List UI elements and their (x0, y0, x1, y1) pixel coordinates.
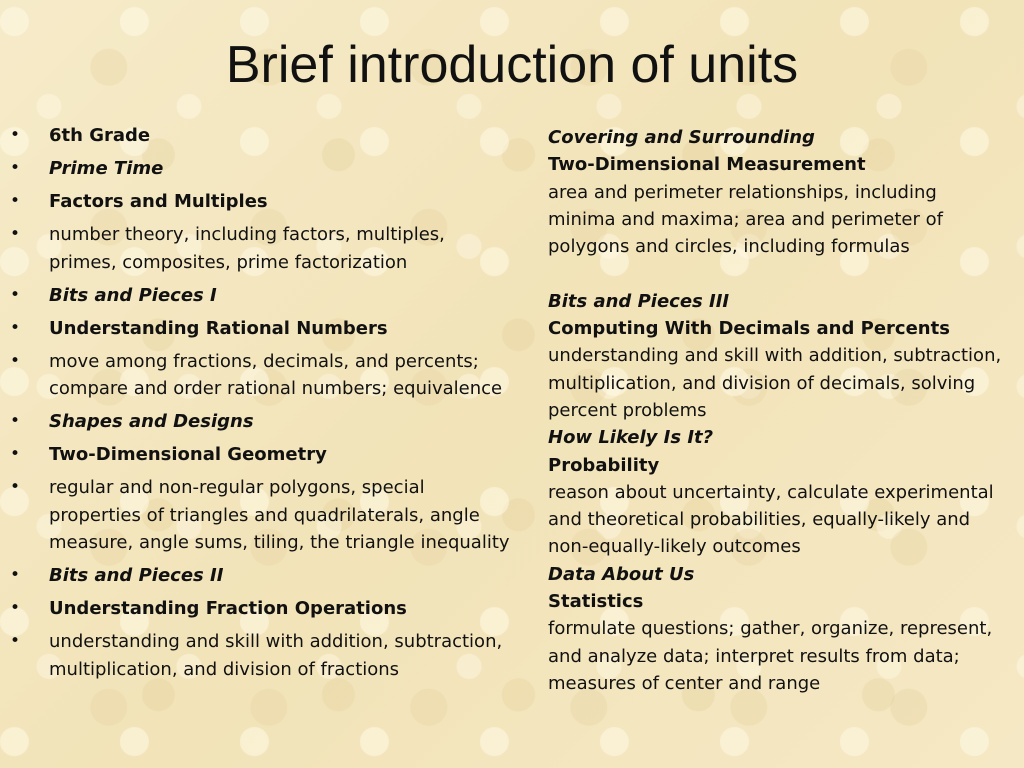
unit-title: Bits and Pieces I (49, 284, 217, 306)
unit-description: understanding and skill with addition, subtraction, multiplication, and division of fractions (49, 631, 503, 680)
list-item (10, 441, 516, 469)
list-item (10, 628, 516, 683)
unit-topic: Two-Dimensional Geometry (49, 444, 327, 465)
bullet-icon: • (10, 477, 21, 497)
list-item (10, 122, 516, 150)
unit-title: Bits and Pieces III (548, 290, 730, 312)
list-item (10, 562, 516, 590)
paragraph-spacer (548, 260, 1004, 287)
unit-description: formulate questions; gather, organize, represent, and analyze data; interpret results from data; measures of center and range (548, 618, 993, 694)
list-item (10, 315, 516, 343)
bullet-icon: • (10, 224, 21, 244)
unit-description: number theory, including factors, multiples, primes, composites, prime factorization (49, 224, 445, 273)
right-column (548, 124, 1004, 697)
list-item (10, 595, 516, 623)
bullet-icon: • (10, 284, 21, 305)
unit-description: understanding and skill with addition, subtraction, multiplication, and division of decimals, solving percent problems (548, 345, 1002, 421)
unit-topic: Understanding Rational Numbers (49, 317, 388, 339)
bullet-icon: • (10, 125, 21, 145)
list-item (10, 348, 516, 403)
unit-description: area and perimeter relationships, including minima and maxima; area and perimeter of polygons and circles, including formulas (548, 181, 943, 258)
list-item (10, 188, 516, 216)
list-item (10, 474, 516, 557)
unit-topic: Computing With Decimals and Percents (548, 318, 950, 340)
left-column (10, 122, 516, 689)
unit-topic: Factors and Multiples (49, 191, 268, 212)
bullet-icon: • (10, 350, 21, 371)
bullet-icon: • (10, 444, 21, 464)
grade-heading: 6th Grade (49, 125, 151, 146)
bullet-icon: • (10, 411, 21, 431)
bullet-icon: • (10, 158, 21, 178)
list-item (10, 408, 516, 436)
bullet-icon: • (10, 631, 21, 651)
left-bullet-list (10, 122, 516, 683)
unit-topic: Two-Dimensional Measurement (548, 154, 866, 176)
unit-title: Shapes and Designs (49, 411, 254, 432)
list-item (10, 282, 516, 310)
unit-title: Bits and Pieces II (49, 565, 224, 586)
unit-title: Prime Time (49, 158, 164, 179)
unit-topic: Understanding Fraction Operations (49, 598, 407, 619)
unit-title: Data About Us (548, 563, 695, 585)
list-item (10, 221, 516, 276)
list-item (10, 155, 516, 183)
unit-title: Covering and Surrounding (548, 127, 815, 148)
unit-description: regular and non-regular polygons, special properties of triangles and quadrilaterals, angle measure, angle sums, tiling, the triangle inequality (49, 477, 510, 553)
slide-title: Brief introduction of units (225, 36, 799, 94)
unit-topic: Probability (548, 454, 660, 476)
bullet-icon: • (10, 565, 21, 585)
unit-description: move among fractions, decimals, and percents; compare and order rational numbers; equivalence (49, 350, 503, 399)
unit-title: How Likely Is It? (548, 427, 714, 449)
bullet-icon: • (10, 317, 21, 338)
unit-topic: Statistics (548, 591, 644, 613)
bullet-icon: • (10, 598, 21, 618)
unit-description: reason about uncertainty, calculate experimental and theoretical probabilities, equally-likely and non-equally-likely outcomes (548, 481, 994, 558)
bullet-icon: • (10, 191, 21, 211)
